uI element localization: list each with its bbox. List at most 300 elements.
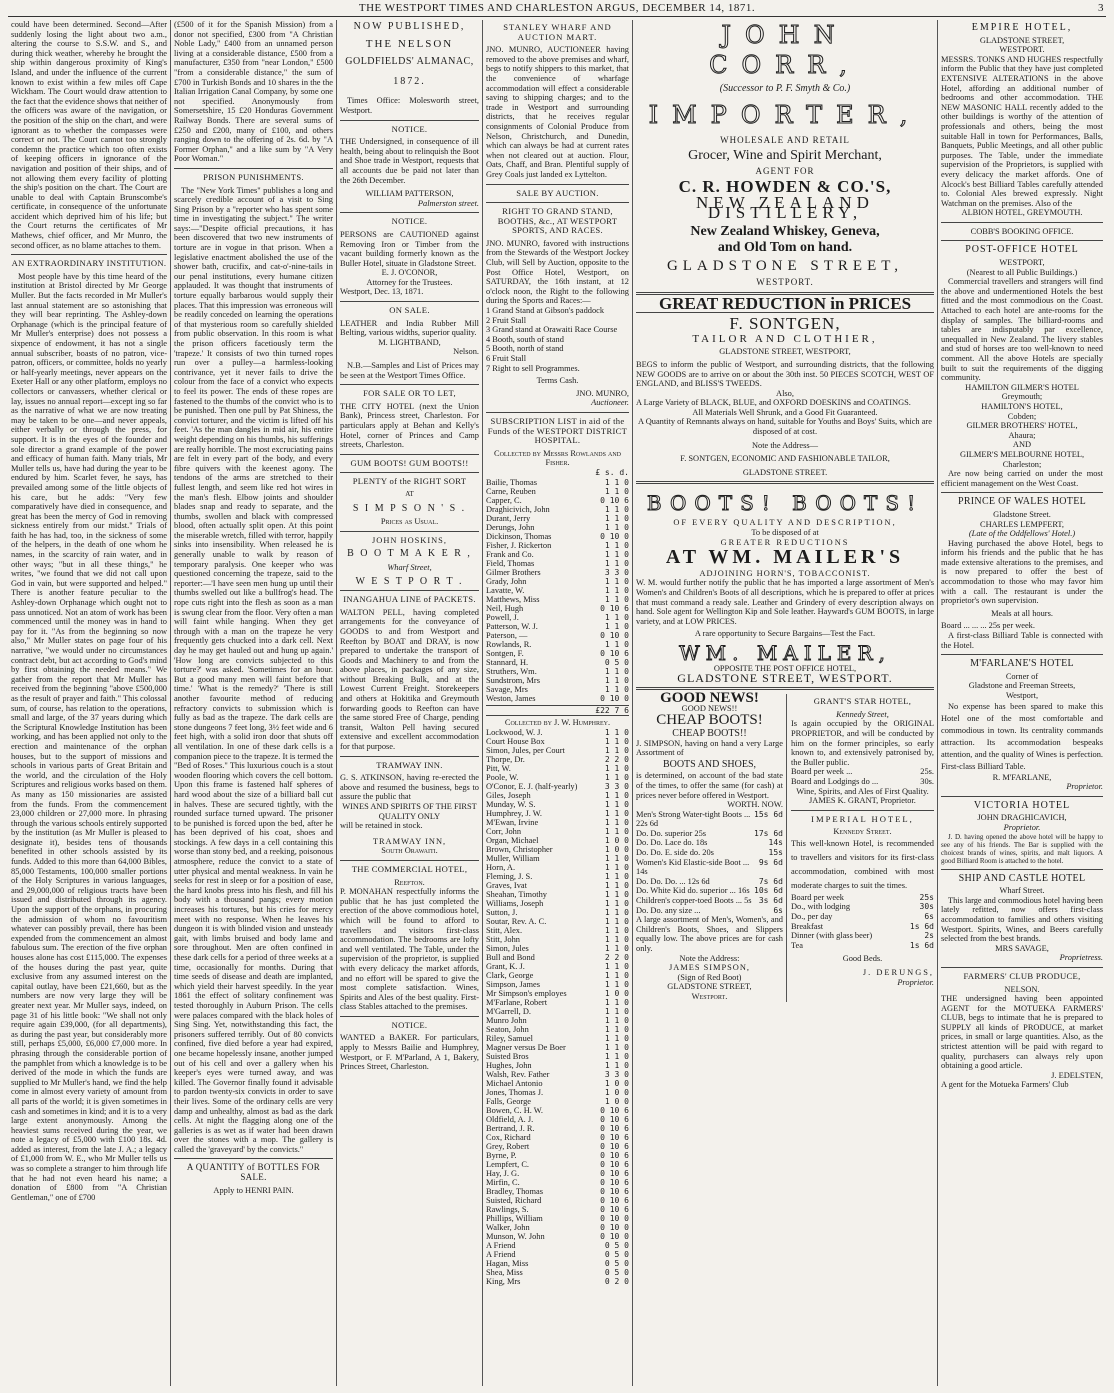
subscriber-row: Walker, John 0 10 0 [486,1222,629,1232]
subscriber-row: O'Conor, E. J. (half-yearly) 3 3 0 [486,781,629,791]
sale-signature: M. LIGHTBAND, [378,337,441,347]
plenty-at: AT [405,489,414,498]
hotel-list-item: AND [1012,440,1032,450]
divider [486,412,629,413]
divider [791,810,934,811]
notice-role: Attorney for the Trustees. [366,277,453,287]
divider [941,492,1103,493]
munro-signature: JNO. MUNRO, [576,388,629,398]
tramway-place: South Orawaiti. [381,846,438,856]
subscriber-row: Hagan, Miss 0 5 0 [486,1258,629,1268]
rate-row: Tea 1s 6d [790,940,934,950]
notice-signature: WILLIAM PATTERSON, [365,189,454,199]
almanac-line: 1872. [393,75,426,87]
imperial-place: Kennedy Street. [833,827,892,837]
subscriber-row: Mirfin, C. 0 10 6 [486,1177,629,1187]
notice-body: PERSONS are CAUTIONED against Removing Iron or Timber from the vacant building formerly known as the Buller Hotel, situate in Gladstone Street. [340,229,479,268]
prince-board: Board ... ... ... 25s per week. [941,621,1035,631]
mfarlane-body: No expense has been spared to make this Hotel one of the most comfortable and commodious in town. Its centrality commands attraction. Its accommodation bespeaks attention, and the quality of Wines is perfection. First-class Billiard Table. [941,701,1103,771]
victoria-proprietor: JOHN DRAGHICAVICH, [977,813,1067,823]
collected-by: Collected by Messrs Rowlands and Fisher. [494,448,621,468]
stanley-heading: STANLEY WHARF AND AUCTION MART. [503,22,612,42]
subscriber-row: Horn, A. 1 1 0 [486,862,629,872]
prince-heading: PRINCE OF WALES HOTEL [957,496,1087,508]
subscriber-row: Draghicivich, John 1 1 0 [486,504,629,514]
subscriber-row: Stannard, H. 0 5 0 [486,657,629,667]
simpson-note: Note the Address: [679,953,740,963]
divider [340,301,479,302]
price-row: Do. Do. Lace do. 18s 14s [636,838,783,848]
mfarlane-heading: M'FARLANE'S HOTEL [970,658,1074,670]
imperial-beds: Good Beds. [842,954,883,964]
ship-body: This large and commodious hotel having been lately refitted, now offers first-class accommodation to families and others visiting Westport. Spirits, Wines, and Beers carefully selected from the best brands. [941,895,1103,944]
article-body: Most people have by this time heard of the institution at Bristol directed by Mr George Muller. But the facts recorded in Mr Muller's last annual statement are so astonishing that they will bear reprinting. The Ashley-down Orphanage (which is the principal feature of Mr Muller's enterprise) does not possess a sixpence of endowment, it has not a single annual subscriber, boasts of no patron, vice-patron, officers, or committee, holds no yearly or half-yearly meetings, never appears on the Exeter Hall or any other platform, employs no collectors or canvassers, whether clerical or lay, issues no annual report—except ing so far as the narrative of what we are now treating may be taken to be one—and never appeals, either verbally or through the press, for support. It is in the eyes of the founder and sole director a grand example of the power and efficacy of human faith. Many trials, Mr Muller tells us, have had during the year to be endured by him. Scarlet fever, he says, has prevailed among some of the little objects of his care, but he adds: "Very few comparatively have died in consequence, and great has been the mercy of God in removing sickness entirely from our midst." Trials of faith he has had, too, in the sickness of some of the helpers, in the death of one whom he names, in the scarcity of rain water, and in other ways; "but in all these things," he writes, "we found that we did not call upon God in vain, but were supported and helped." There is another feature peculiar to the Ashley-down Orphanage which ought not to pass unnoticed. Not an atom of work has been commenced until the money was in hand to pay for it. "As from the beginning so now also," Mr Muller states on page four of his narrative, "we would under no circumstances contract debt, but act according to God's mind by first obtaining the needed means." We gather from the report that Mr Muller has received from the beginning "above £500,000 as the result of prayer and faith." This colossal sum, of course, has relation to the operations, small and large, of the 37 years during which the Scriptural Knowledge Institution has been working, and has been applied not only to the erection and maintenance of the orphan houses, but to the support of missions and schools in various parts of Great Britain and the world, and the circulation of the Holy Scriptures and religious works based on them. As many as 150 missionaries are assisted from the funds. From the commencement 23,000 children or 27,000 more. In phrasing through the various schools entirely supported by the institution (as Mr Muller is pleased to designate it), besides tens of thousands benefited in other schools assisted by its funds. Added to this more than 64,000 Bibles, 85,000 Testaments, 100,000 smaller portions of the Holy Scriptures in various languages, and 29,000,000 of religious tracts have been issued and distributed through its agency. Upon the support of the orphans, in procuring the admission of whom no favouritism whatever can possibly prevail, there has been expended from the commencement an almost fabulous sum. The erection of the five orphan houses alone has cost £115,000. The expenses of the houses during the past year, quite exclusive from any assumed interest on the capital outlay, have been £21,660, but as the numbers are now very large they will be greater next year. Mr Muller says, indeed, on page 31 of his little book: "We shall not only require again £39,000, (for all departments), as during the past year, but considerably more still, perhaps £5,000, £6,000 £7,000 more. In phrasing through the considerable portion of the pamphlet from which a knowledge is to be derived of the mode in which the funds are supplied to Mr Muller's hand, we find the help come in almost every variety of amount from all parts of the world; it is given sometimes in cash and sometimes in kind; and it is to a very large extent anonymously. Among the heaviest sums received during the year, we note a legacy of £5,000 with £100 18s. 4d. added as interest, from the late J. A.; a legacy of £1,000 from W. E., who Mr Muller tells us was so complete a stranger to him through life that he had not even heard his name; a donation of £800 from "A Christian Gentleman," one of £700 [11,271,167,1202]
postoffice-town: WESTPORT, [999,258,1045,268]
simpson-body: J. SIMPSON, having on hand a very Large Assortment of [636,738,783,758]
prince-billiard: A first-class Billiard Table is connected with the Hotel. [941,631,1103,650]
farmers-body: THE undersigned having been appointed AGENT for the MOTUEKA FARMERS' CLUB, begs to intimate that he is prepared to SUPPLY all kinds of PRODUCE, at market prices, in small or large quantities. Also, as the strictest attention will be paid with regard to quality, purchasers can always rely upon obtaining a good article. [941,994,1103,1071]
grant-rate: Board and Lodgings do ... 30s. [790,776,934,786]
subscriber-row: Neil, Hugh 0 10 6 [486,603,629,613]
simpson-body-2: is determined, on account of the bad state of the times, to offer the same (for cash) at prices never before offered in Westport. [636,771,783,800]
hotel-list-item: Charleston; [1002,459,1042,469]
divider [941,654,1103,655]
grant-wines: Wine, Spirits, and Ales of First Quality. [796,786,929,796]
notice-address: Palmerston street. [417,198,479,208]
subscriber-row: Phillips, William 0 10 0 [486,1213,629,1223]
subscriber-row: M'Ewan, Irvine 1 1 0 [486,817,629,827]
subscriber-row: Sheahan, Timothy 1 1 0 [486,889,629,899]
subscriber-row: Fisher, J. Rickerton 1 1 0 [486,540,629,550]
baker-heading: NOTICE. [391,1019,428,1030]
price-row: Do. Do. E. side do. 20s 15s [636,848,783,858]
howden-name: C. R. HOWDEN & CO.'S, [678,177,892,197]
subscriber-row: Munro John 1 1 0 [486,1015,629,1025]
sontgen-also: Also, [776,388,794,398]
subscriber-row: M'Garrell, D. 1 1 0 [486,1006,629,1016]
subscriber-row: Sutton, J. 1 1 0 [486,907,629,917]
hotel-list-item: HAMILTON'S HOTEL, [981,401,1063,411]
divider [636,481,934,484]
empire-body: MESSRS. TONKS AND HUGHES respectfully inform the Public that they have just completed EXTENSIVE ALTERATIONS in the above Hotel, affording an additional number of bedrooms and other accommodation. THE NEW MASONIC HALL recently added to the other buildings is worthy of the attention of professionals and others, being the most suitable Hall in town for Performances, Balls, Banquets, Public Meetings, and all other public purposes. The Table, under the immediate supervision of the Proprietors, is supplied with every delicacy the market affords. One of Alcock's best Billiard Tables carefully attended to. Colonial Ales brewed expressly. Night Watchman on the premises. Also of the [941,54,1103,208]
notice-heading: NOTICE. [391,216,428,227]
divider [174,1158,333,1159]
subscriber-row: Fleming, J. S. 1 1 0 [486,871,629,881]
lot-item: 7 Right to sell Programmes. [486,363,580,373]
divider [340,1016,479,1017]
article-continuation: (£500 of it for the Spanish Mission) from a donor not specified, £300 from "A Christian Noble Lady," £400 from an unnamed person living at a considerable distance, £500 from a manufacturer, £350 from "near London," £500 "from a considerable distance," the sum of £700 in Turkish Bonds and 10 shares in the the Italian Irrigation Canal Company, by some one not specified. Anonymously from Somersetshire, 15 £20 Honduras Government Railway Bonds. There are several sums of £250 and £200, many of £100, and others ranging down to the offering of 2s. 6d. by "A Former Orphan," and a like sum by "A Very Poor Woman." [174,20,333,164]
hotel-list-item: HAMILTON GILMER'S HOTEL [965,382,1079,392]
hoskins-name: JOHN HOSKINS, [372,535,447,545]
subscriber-row: Frank and Co. 1 1 0 [486,549,629,559]
article-continuation: could have been determined. Second—After suddenly losing the light about two a.m., altering the course to S.S.W. and S., and during thick weather, whereby he brought the ship within dangerous proximity of King's Island, and under the influence of the current known to exist within a few miles off Cape Wickham. The Court would draw attention to the fact that the evidence shows that neither of the officers was aware of the navigation, or the position of the ship on the chart, and were ignorant as to whether the compasses were correct or not. The Court cannot too strongly condemn the practice which too often exists of keeping officers in ignorance of the navigation and position of their ships, and of not allowing them every facility of plotting the ship's position on the chart. The Court are unable to deal with Captain Brunscombe's certificate, in consequence of the unfortunate accident which deprived him of his life; but the Court returns the certificates of Mr Mathews, chief officer, and Mr Munro, the second officer, as no blame attaches to them. [11,20,167,250]
victoria-role: Proprietor. [1003,822,1041,832]
victoria-body: J. D. having opened the above hotel will be happy to see any of his friends. The Bar is supplied with the choicest brands of wines, spirits, and malt liquors. A good Billiard Room is attached to the hotel. [941,832,1103,865]
cheap-sub: CHEAP BOOTS!! [672,727,747,739]
notice-date: Westport, Dec. 13, 1871. [340,287,424,297]
postoffice-heading: POST-OFFICE HOTEL [965,244,1079,256]
wholesale-line: WHOLESALE AND RETAIL [720,134,850,145]
simpsons-name: S I M P S O N ' S . [352,502,467,514]
cheap-headline: CHEAP BOOTS! [656,712,763,729]
divider [340,472,479,473]
tramway-wines: WINES AND SPIRITS OF THE FIRST QUALITY ONLY [342,802,477,821]
subscriber-row: Savage, Mrs 1 1 0 [486,684,629,694]
farmers-town: NELSON. [1004,984,1040,994]
subscriber-row: Humphrey, J. W. 1 1 0 [486,808,629,818]
mfarlane-town: Westport, [1005,691,1039,700]
bootmaker-line: B O O T M A K E R , [347,548,472,560]
subscriber-row: Shea, Miss 0 5 0 [486,1267,629,1277]
divider [340,454,479,455]
mfarlane-role: Proprietor. [1066,782,1103,792]
lot-item: 1 Grand Stand at Gibson's paddock [486,306,605,316]
subscriber-row: Riley, Samuel 1 1 0 [486,1033,629,1043]
subscriber-row: Jones, Thomas J. 1 0 0 [486,1087,629,1097]
empire-heading: EMPIRE HOTEL, [971,22,1073,33]
imperial-body: This well-known Hotel, is recommended to travellers and visitors for its first-class accommodation, combined with most moderate charges to suit the times. [790,838,934,890]
auction-heading: SALE BY AUCTION. [516,187,599,198]
commercial-place: Reefton. [394,877,425,887]
farmers-heading: FARMERS' CLUB PRODUCE, [963,970,1081,981]
grant-body: Is again occupied by the ORIGINAL PROPRIETOR, and will be conducted by him on the former principles, so early known to, and extensively patronised by, the Buller public. [790,719,934,767]
derungs-name: J. DERUNGS, [862,968,934,978]
price-row: Do. Do. Do. ... 12s 6d 7s 6d [636,876,783,886]
prince-body: Having purchased the above Hotel, begs to inform his friends and the public that he has made extensive alterations to the premises, and is now prepared to offer the best of accommodation to those who may favor him with a call. The restaurant is under the proprietor's own supervision. [941,538,1103,606]
subscription-heading: SUBSCRIPTION LIST in aid of the Funds of the WESTPORT DISTRICT HOSPITAL. [487,415,628,446]
notice-body: THE Undersigned, in consequence of ill health, being about to relinquish the Boot and Shoe trade in Westport, requests that all accounts due be paid not later than the 26th December. [340,137,479,185]
subscriber-row: Weston, James 0 10 0 [486,693,629,703]
column-3 [337,20,482,1386]
price-row: Men's Strong Water-tight Boots ... 22s 6d 15s 6d [636,809,783,829]
boots-headline: BOOTS! BOOTS! [646,491,924,516]
column-2 [171,20,336,1386]
subscriber-row: Corr, John 1 1 0 [486,826,629,836]
tramway-heading: TRAMWAY INN. [376,759,443,770]
price-row: Children's copper-toed Boots ... 5s 3s 6d [636,896,783,906]
simpson-street: GLADSTONE STREET, [667,982,752,992]
price-row: Do. Do. superior 25s 17s 6d [636,828,783,838]
postoffice-body: Commercial travellers and strangers will find the above and undermentioned Hotels the best fitted and the most commodious on the Coast. Attached to each hotel are ante-rooms for the display of samples. The billiard-rooms and tables are indisputably par excellence, unequalled in New Zealand. The livery stables and stud of horses are too well-known to need comment. All the above Hotels are specially built to suit the requirements of the digging community. [941,277,1103,383]
article-heading: PRISON PUNISHMENTS. [203,171,304,182]
let-body: THE CITY HOTEL (next the Union Bank), Princess street, Charleston. For particulars apply at Behan and Kelly's Hotel, corner of Princes and Camp streets, Charleston. [340,401,479,450]
imperial-heading: IMPERIAL HOTEL, [811,813,914,824]
terms: Terms Cash. [536,376,579,386]
savage-name: MRS SAVAGE, [995,943,1049,953]
plenty-line: PLENTY of the RIGHT SORT [352,476,467,487]
sontgen-sign: F. SONTGEN, ECONOMIC AND FASHIONABLE TAILOR, [680,454,890,464]
subscriber-row: Suisted, Richard 0 10 6 [486,1195,629,1205]
almanac-office: Times Office: Molesworth street, Westport. [340,96,479,115]
corr-town: WESTPORT. [756,276,814,287]
mailer-name: WM. MAILER, [679,640,891,665]
subscriber-row: Bradley, Thomas 0 10 6 [486,1186,629,1196]
sontgen-note: Note the Address— [751,440,819,450]
agent-line: AGENT FOR [755,165,815,176]
subscriber-row: Hughes, John 1 1 0 [486,1060,629,1070]
column-5 [633,20,937,1386]
hotel-list-item: Greymouth; [1001,392,1043,402]
subscriber-row: Durant, Jerry 1 1 0 [486,513,629,523]
mfarlane-corner-2: Gladstone and Freeman Streets, [968,681,1076,691]
subscriber-row: Lempfert, C. 0 10 6 [486,1159,629,1169]
hotel-list-item: GILMER BROTHERS' HOTEL, [966,421,1078,431]
divider [941,967,1103,968]
subscription-list [486,728,629,1286]
subscriber-row: Bailie, Thomas 1 1 0 [486,477,629,487]
subscriber-row: Paterson, — 0 10 0 [486,630,629,640]
mailer-body: W. M. would further notify the public that he has imported a large assortment of Men's Women's and Children's Boots of all descriptions, which he is prepared to offer at prices that must command a ready sale. Leather and Grindery of every description always on hand. Sole agent for Wellington Kip and Sole leather. Hayward's GUM BOOTS, in large variety, and at LOW PRICES. [636,578,934,626]
ship-heading: SHIP AND CASTLE HOTEL [958,872,1086,884]
goodnews-headline: GOOD NEWS! [660,690,759,707]
empire-town: WESTPORT. [999,45,1045,55]
grocer-line: Grocer, Wine and Spirit Merchant, [688,148,882,164]
subscriber-row: Simpson, James 1 1 0 [486,979,629,989]
subscriber-row: Rawlings, S. 0 10 6 [486,1204,629,1214]
lempfert-name: CHARLES LEMPFERT, [979,519,1065,529]
subscriber-row: Powell, J. 1 1 0 [486,612,629,622]
subscriber-row: Simon, Jules 1 1 0 [486,943,629,953]
subscriber-row: Poole, W. 1 1 0 [486,772,629,782]
mfarlane-corner: Corner of [1005,671,1039,681]
subscriber-row: A Friend 0 5 0 [486,1249,629,1259]
subscriber-row: Grady, John 1 1 0 [486,576,629,586]
lot-item: 5 Booth, north of stand [486,344,564,354]
column-1 [8,20,170,1386]
savage-role: Proprietress. [1059,953,1103,963]
albion-line: ALBION HOTEL, GREYMOUTH. [961,208,1083,218]
subscriber-row: Bull and Bond 2 2 0 [486,952,629,962]
lot-item: 4 Booth, south of stand [486,334,564,344]
rate-row: Breakfast 1s 6d [790,921,934,931]
subscriber-row: Muller, William 1 1 0 [486,853,629,863]
hoskins-street: Wharf Street, [387,562,432,572]
cobbs-line: COBB'S BOOKING OFFICE. [970,226,1074,236]
divider [340,590,479,591]
mfarlane-signature: R. M'FARLANE, [992,772,1052,782]
reduction-headline: GREAT REDUCTION in PRICES [658,293,912,313]
hotel-list-item: Ahaura; [1008,430,1036,440]
subscriber-row: Rowlands, R. 1 1 0 [486,639,629,649]
article-body: The "New York Times" publishes a long and scarcely credible account of a visit to Sing Sing Prison by a "reporter who has spent some time in investigating the subject." The writer says:—"Despite official precautions, it has been discovered that two new instruments of torture are in vogue in that prison. When a legislative enactment abolished the use of the shower bath, crucifix, and cat-o'-nine-tails in our penal institutions, every humane citizen applauded. It was thought that instruments of torture equally barbarous would supply their places. That this impression was erroneous will be readily conceded on learning the operations of that mysterious room so carefully shielded from public observation. In this room is what the prison officers facetiously term the 'trapeze.' It consists of two thin turned ropes run over a pulley—a harmless-looking contrivance, yet it never fails to drive the colour from the face of a convict who expects to feel its power. The ends of these ropes are fastened to the thumbs of the convict who is to be punished. Then one pull by Pat Shiness, the convict torturer, and the victim is lifted off his feet. 'As the man dangles in mid air, his entire weight depending on his thumbs, his sufferings are really horrible. The most excruciating pains are felt in every part of the body, and every fibre quivers with the keenest agony. The tendons of the arms are stretched to their fullest length, and seem like red hot wires in the man's flesh. Elbow joints and shoulder blades snap and ready to separate, and the thumbs, swollen and black with compressed blood, often actually split open. At this point the miserable wretch, filled with terror, happily sinks into insensibility. When released he is generally unable to walk by reason of temporary paralysis. One keeper who was questioned concerning the trapeze, said to the reporter:—'I have seen men hung up until their thumbs swelled out like a bullfrog's head. The rope cuts right into the flesh as soon as a man is swung clear from the floor. Very often a man will faint while hanging. When they get through with a man on the trapeze he very frequently gets chucked into a dark cell. Next day he may get hauled out and hung up again.' 'How long are convicts subjected to this torture?' was asked. 'Sometimes for an hour. But a good many men will faint before that time.' 'What is the remedy?' 'There is still another favourite method of reducing refractory convicts to submission which is fully as bad as the trapeze. The dark cells are stone dungeons 7 feet long, 3½ feet wide and 6 feet high, with a solid iron door that shuts off all ventilation. In one of these dark cells is a companion piece to the trapeze. It is termed the "Bed of Roses." This luxurious couch is a stout wooden flooring which covers the cell bottom. Upon this frame is fastened half spheres of hard wood about the size of a billiard ball cut in halves. These are secured tightly, with the rounded surface turned upward. The prisoner to be punished is forced upon the bed, after he has been deprived of his coat, shoes and stockings. A few days in a cell containing this worse than stony bed, and a reeking, poisonous atmosphere, reduce the convict to a state of utter physical and mental weakness. In vain he seeks for rest in sleep or for a position of ease, the hard knobs press into his flesh, and fill his body with a thousand pangs; every motion increases his tortures, but his cries for mercy meet with no response. When he leaves his dungeon it is with blinded vision and unsteady gait, with limbs bruised and body lame and sore throughout. Men are often confined in these dark cells for a period of three weeks at a time, occasionally for months. During that time seeds of disease and death are implanted, which yield their harvest speedily. In the year 1861 the effect of solitary confinement was tested thoroughly in Auburn Prison. The cells were palaces compared with the black holes of Sing Sing. Yet, notwithstanding this fact, the prisoners suffered terribly. Out of 80 convicts confined, five died before a year had expired, one became hopelessly insane, another jumped out of his cell and over a gallery when his keeper's eyes were turned away, and was killed. The Governor finally found it advisable to pardon twenty-six convicts in order to save their lives. Some of the ordinary cells are very damp and unhealthy, almost as bad as the dark cells. At night the flagging along one of the galleries is as wet as if water had been drawn over the stones with a mop. The gallery is called the 'graveyard' by the convicts." [174,185,333,1154]
notice-signature: E. J. O'CONOR, [381,268,438,278]
subscriber-row: Dickinson, Thomas 0 10 0 [486,531,629,541]
almanac-line: THE NELSON [365,37,454,50]
divider [340,120,479,121]
edelsten-name: J. EDELSTEN, [1051,1070,1103,1080]
subscriber-row: Clark, George 1 1 0 [486,970,629,980]
subscriber-row: Munson, W. John 0 10 0 [486,1231,629,1241]
rate-row: Dinner (with glass beer) 2s [790,931,934,941]
subscriber-row: Pitt, W. 1 1 0 [486,763,629,773]
subscriber-row: Lavatte, W. 1 1 0 [486,585,629,595]
munro-role: Auctioneer. [591,398,629,408]
subscriber-row: Field, Thomas 1 1 0 [486,558,629,568]
subscriber-row: Capper, C. 0 10 6 [486,495,629,505]
grant-rate: Board per week ... 25s. [790,767,934,777]
derungs-role: Proprietor. [897,977,934,987]
distillery-line: NEW ZEALAND DISTILLERY, [696,192,874,222]
subscriber-row: Grant, K. J. 1 1 0 [486,961,629,971]
simpson-boots: BOOTS AND SHOES, [662,758,757,770]
subscriber-row: Stitt, John 1 1 0 [486,934,629,944]
divider [941,796,1103,797]
subscriber-row: Carne, Reuben 1 1 0 [486,486,629,496]
corr-successor: (Successor to P. F. Smyth & Co.) [719,83,851,94]
simpson-sign: (Sign of Red Boot) [677,972,742,982]
sontgen-name: F. SONTGEN, [729,314,841,334]
lsd-header: £ s. d. [595,467,629,477]
sale-note: N.B.—Samples and List of Prices may be seen at the Westport Times Office. [340,361,479,380]
sontgen-shrunk: All Materials Well Shrunk, and a Good Fit Guaranteed. [692,407,878,417]
tramway-stock: will be retained in stock. [340,821,423,831]
subscriber-row: Seaton, John 1 1 0 [486,1024,629,1034]
sontgen-remnants: A Quantity of Remnants always on hand, suitable for Youths and Boys' Suits, which are disposed of at cost. [638,417,932,437]
subscriber-row: Stitt, Alex. 1 1 0 [486,925,629,935]
importer-title: IMPORTER, [648,100,922,129]
divider [486,184,629,185]
mailer-adjoining: ADJOINING HORN'S, TOBACCONIST. [699,568,871,578]
rate-row: Board per week 25s [790,892,934,902]
simpson-name: JAMES SIMPSON, [668,963,750,973]
grant-place: Kennedy Street, [836,709,889,719]
divider [340,756,479,757]
hotel-list-item: Cobden; [1007,411,1037,421]
ad-body: Apply to HENRI PAIN. [213,1185,294,1195]
commercial-body: P. MONAHAN respectfully informs the public that he has just completed the erection of the above commodious hotel, which will be found to afford to travellers and visitors first-class accommodation. The bedrooms are lofty and well ventilated. The Table, under the supervision of the proprietor, is supplied with every delicacy the market affords, and no effort will be spared to give the most complete satisfaction. Wines, Spirits and Ales of the best quality. First-class Stables attached to the premises. [340,887,479,1012]
subscriber-row: Graves, Ivat 1 1 0 [486,880,629,890]
rate-row: Do., per day 6s [790,912,934,922]
mailer-opposite: OPPOSITE THE POST OFFICE HOTEL, [713,663,857,673]
divider [340,531,479,532]
hoskins-town: W E S T P O R T . [355,575,464,587]
sontgen-trade: TAILOR AND CLOTHIER, [692,332,878,345]
subscriber-row: Oldfield, A. J. 0 10 6 [486,1114,629,1124]
let-heading: FOR SALE OR TO LET, [363,388,456,399]
divider [340,384,479,385]
postoffice-tail: Are now being carried on under the most efficient management on the West Coast. [941,469,1103,488]
divider [174,168,333,169]
goodnews-sub: GOOD NEWS!! [681,703,738,713]
grant-signature: JAMES K. GRANT, Proprietor. [809,796,916,806]
prices-line: Prices as Usual. [380,517,439,527]
simpson-town: Westport. [691,991,728,1001]
packets-body: WALTON PELL, having completed arrangements for the conveyance of GOODS to and from Westport and Reefton by BOAT and DRAY, is now prepared to undertake the transport of Goods and Machinery to and from the above places, in packages of any size, without Breaking Bulk, and at the Lowest Current Freight. Storekeepers and others at Hokitika and Greymouth forwarding goods to Reefton can have the same stored Free of Charge, pending transit, Walton Pell having secured extensive and excellent accommodation for that purpose. [340,607,479,752]
commercial-heading: THE COMMERCIAL HOTEL, [351,863,468,874]
subscriber-row: Sontgen, F. 0 10 6 [486,648,629,658]
masthead-title: THE WESTPORT TIMES AND CHARLESTON ARGUS, DECEMBER 14, 1871. [358,2,756,14]
subscriber-row: M'Farlane, Robert 1 1 0 [486,997,629,1007]
subscriber-row: Patterson, W. J. 1 1 0 [486,621,629,631]
sale-body: LEATHER and India Rubber Mill Belting, various widths, superior quality. [340,318,479,338]
munro-body: JNO. MUNRO, favored with instructions from the Stewards of the Westport Jockey Club, will Sell by Auction, opposite to the Post Office Hotel, Westport, on SATURDAY, the 16th instant, at 12 o'clock noon, the Right to the following during the Sports and Races:— [486,238,629,306]
whiskey-line: New Zealand Whiskey, Geneva, [690,224,880,240]
subscriber-row: Matthews, Miss 1 1 0 [486,594,629,604]
subscriber-row: Falls, George 1 0 0 [486,1096,629,1106]
subscriber-row: Cox, Richard 0 10 6 [486,1132,629,1142]
lot-item: 3 Grand stand at Orawaiti Race Course [486,325,618,335]
mailer-street: GLADSTONE STREET, WESTPORT. [677,670,893,685]
subscriber-row: Bertrand, J. R. 0 10 6 [486,1123,629,1133]
simpson-ad [636,690,787,1001]
masthead [8,2,1106,17]
collected-by: Collected by J. W. Humphrey. [504,718,611,728]
tramway-body: G. S. ATKINSON, having re-erected the above and resumed the business, begs to assure the public that [340,773,479,802]
divider [941,222,1103,223]
ad-heading: A QUANTITY of BOTTLES FOR SALE. [186,1162,321,1183]
divider [340,212,479,213]
subscriber-row: Grey, Robert 0 10 6 [486,1141,629,1151]
lot-item: 6 Fruit Stall [486,354,527,363]
corr-name: JOHN CORR, [709,21,861,79]
subscriber-row: Bowen, C. H. W. 0 10 6 [486,1105,629,1115]
gum-boots-heading: GUM BOOTS! GUM BOOTS!! [350,457,469,468]
divider [941,240,1103,241]
stanley-body: JNO. MUNRO, AUCTIONEER having removed to the above premises and wharf, begs to notify shippers to this market, that the convenience of wharfage accommodation will effect a considerable saving to shipping charges; and to the trade in Westport and surrounding districts, that he receives regular consignments of Colonial Produce from Nelson, Christchurch, and Dunedin, which can always be had at current rates when not cleared out at auction. Flour, Oats, Chaff, and Bran. Plentiful supply of Grey Coals just landed ex Lyttelton. [486,45,629,179]
prince-street: Gladstone Street. [993,509,1051,519]
lempfert-late: (Late of the Oddfellows' Hotel.) [968,529,1076,539]
subscriber-row: A Friend 0 5 0 [486,1240,629,1250]
subscriber-row: Byrne, P. 0 10 6 [486,1150,629,1160]
subscriber-row: Court House Box 1 1 0 [486,736,629,746]
simpson-worth-now: WORTH. NOW. [727,800,783,810]
hotel-list-item: GILMER'S MELBOURNE HOTEL, [959,449,1085,459]
tramway-sign: TRAMWAY INN, [372,836,447,846]
prince-meals: Meals at all hours. [991,608,1053,618]
sontgen-street: GLADSTONE STREET. [742,467,828,477]
boots-every: OF EVERY QUALITY AND DESCRIPTION, [673,518,897,528]
subscriber-row: Giles, Joseph 1 1 0 [486,790,629,800]
price-row: Do. Do. any size ... 6s [636,905,783,915]
divider [340,860,479,861]
sale-place: Nelson. [453,347,479,357]
simpson-price-list [636,810,783,916]
subscription-total: £22 7 6 [486,705,629,717]
subscriber-row: Struthers, Wm. 1 1 0 [486,666,629,676]
simpson-more: A large assortment of Men's, Women's, and Children's Boots, Shoes, and Slippers equally low. The above prices are for cash only. [636,915,783,953]
subscriber-row: Walsh, Rev. Father 3 3 0 [486,1069,629,1079]
subscriber-row: Organ, Michael 1 0 0 [486,835,629,845]
sontgen-coatings: A Large Variety of BLACK, BLUE, and OXFORD DOESKINS and COATINGS. [636,398,911,408]
mailer-rare: A rare opportunity to Secure Bargains—Test the Fact. [694,629,876,639]
almanac-line: GOLDFIELDS' ALMANAC, [345,56,474,68]
subscriber-row: Simon, Jules, per Court 1 1 0 [486,745,629,755]
imperial-rates [791,893,934,951]
victoria-heading: VICTORIA HOTEL [973,799,1071,811]
corr-street: GLADSTONE STREET, [666,258,904,275]
page-number: 3 [1098,2,1104,14]
divider [486,202,629,203]
baker-body: WANTED a BAKER. For particulars, apply to Messrs Bailie and Humphrey, Westport, or F. M'Parland, A 1, Bakery, Princes Street, Charleston. [340,1033,479,1072]
subscriber-row: Magner versus De Boer 1 1 0 [486,1042,629,1052]
subscriber-row: Derungs, John 1 1 0 [486,522,629,532]
subscriber-row: Soutar, Rev. A. C. 1 1 0 [486,916,629,926]
subscriber-row: Munday, W. S. 1 1 0 [486,799,629,809]
oldtom-line: and Old Tom on hand. [717,239,853,255]
packets-heading: INANGAHUA LINE of PACKETS. [343,594,476,605]
subscription-list [486,478,629,703]
boots-disposed: To be disposed of at [751,528,819,538]
price-row: Do. White Kid do. superior ... 16s 10s 6d [636,886,783,896]
sale-heading: ON SALE. [389,305,430,316]
right-heading: RIGHT TO GRAND STAND, BOOTHS, &c., AT WESTPORT SPORTS, AND RACES. [497,206,618,236]
edelsten-role: A gent for the Motueka Farmers' Club [941,1080,1069,1090]
subscriber-row: Lockwood, W. J. 1 1 0 [486,727,629,737]
lots-list [486,306,629,373]
subscriber-row: Brown, Christopher 1 0 0 [486,844,629,854]
column-6 [938,20,1106,1386]
article-heading: AN EXTRAORDINARY INSTITUTION. [11,258,167,269]
